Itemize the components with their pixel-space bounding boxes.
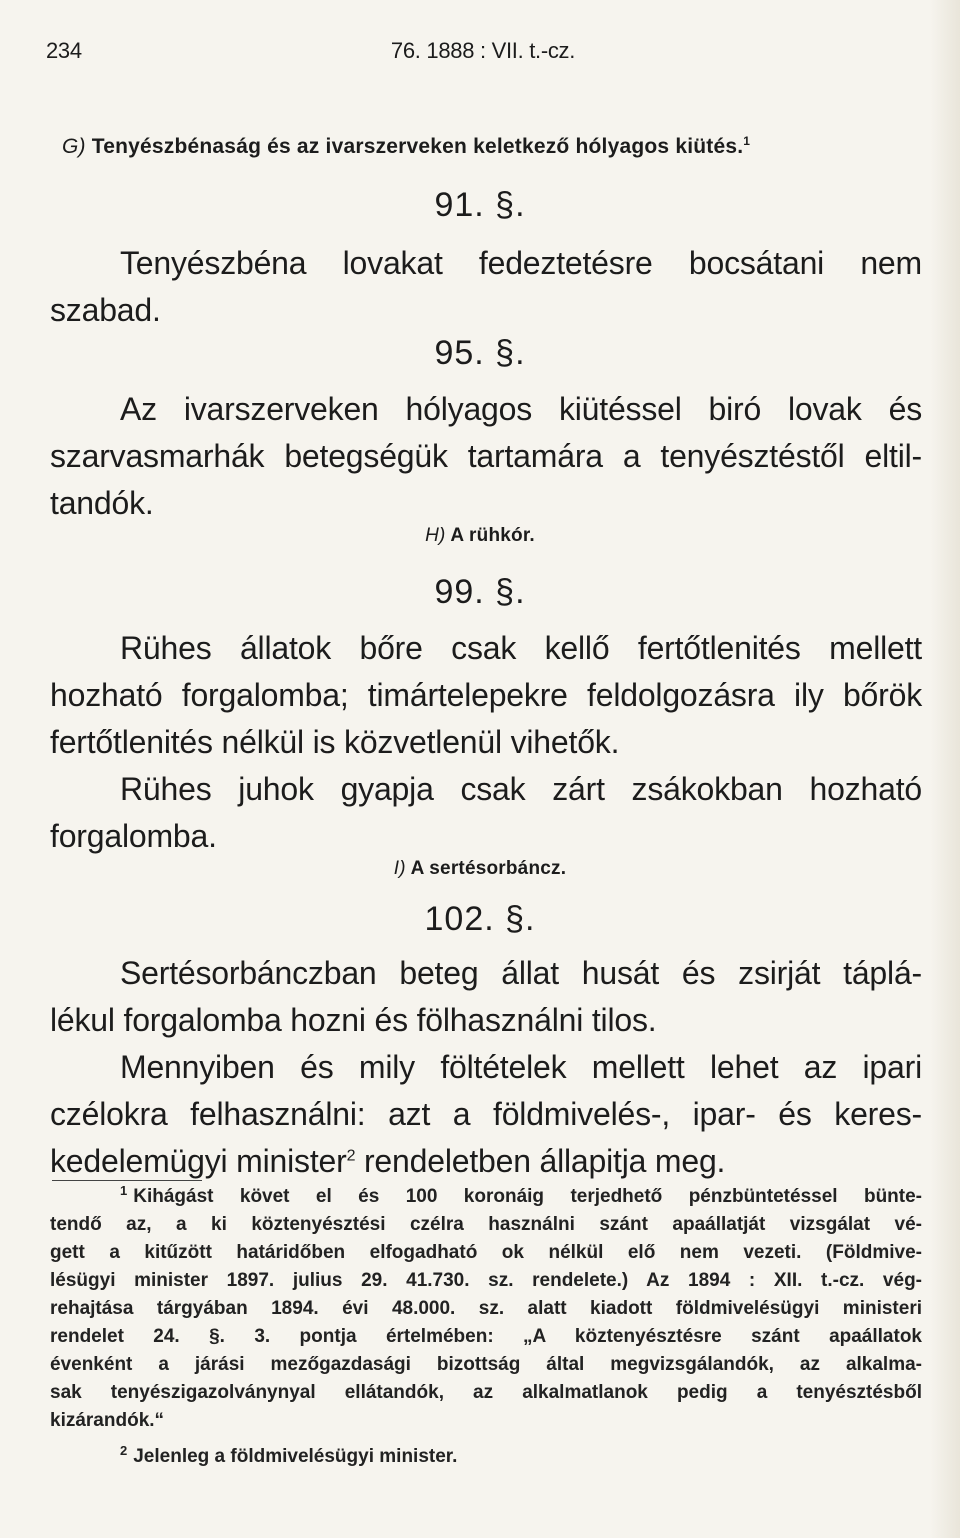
section-heading-g	[62, 135, 920, 159]
footnotes	[50, 1183, 922, 1471]
paragraph-number-91: 91. §.	[434, 186, 526, 224]
paragraph-95-text	[50, 386, 922, 527]
text-line-last	[50, 1138, 922, 1185]
text-line: Rühes állatok bőre csak kellő fertőtlenités mellett	[120, 630, 922, 666]
page-edge-shadow	[930, 0, 960, 1538]
paragraph-99-text	[50, 625, 922, 860]
text-line: forgalomba.	[50, 818, 217, 854]
text-line: fertőtlenités nélkül is közvetlenül vihetők.	[50, 724, 620, 760]
footnote-line: évenként a járási mezőgazdasági bizottság által megvizsgálandók, az alkalma-	[50, 1354, 922, 1375]
footnote-mark: 1	[120, 1182, 128, 1198]
paragraph-102-text	[50, 950, 922, 1185]
section-letter: I)	[393, 858, 406, 879]
footnote-line: gett a kitűzött határidőben elfogadható ok nélkül elő nem vezeti. (Földmive-	[50, 1242, 922, 1263]
footnote-text: Kihágást követ el és 100 koronáig terjedhető pénzbüntetéssel bünte-	[133, 1186, 922, 1207]
paragraph-number-102: 102. §.	[424, 900, 536, 938]
text-line: Sertésorbánczban beteg állat husát és zsirját táplá-	[120, 955, 922, 991]
paragraph-number-99: 99. §.	[434, 573, 526, 611]
text-line: szabad.	[50, 292, 161, 328]
section-title: A rühkór.	[450, 525, 535, 546]
footnote-2	[50, 1443, 922, 1471]
footnote-ref-1[interactable]: 1	[743, 134, 751, 148]
footnote-separator	[52, 1180, 202, 1181]
footnote-mark: 2	[120, 1442, 128, 1458]
text-line: Mennyiben és mily föltételek mellett lehet az ipari	[120, 1049, 922, 1085]
text-line: Rühes juhok gyapja csak zárt zsákokban hozható	[120, 771, 922, 807]
page-number: 234	[46, 38, 82, 63]
page-header	[46, 38, 920, 68]
running-head: 76. 1888 : VII. t.-cz.	[390, 38, 576, 63]
footnote-ref-2[interactable]: 2	[346, 1147, 356, 1165]
footnote-line: kizárandók.“	[50, 1410, 165, 1431]
section-letter: G)	[62, 135, 86, 158]
section-title: Tenyészbénaság és az ivarszerveken keletkező hólyagos kiütés.	[91, 135, 744, 158]
text-line: hozható forgalomba; timártelepekre feldolgozásra ily bőrök	[50, 677, 922, 713]
text-fragment: kedelemügyi minister	[50, 1143, 347, 1179]
section-heading-h	[0, 525, 960, 547]
text-line: czélokra felhasználni: azt a földmivelés-, ipar- és keres-	[50, 1096, 922, 1132]
footnote-line: sak tenyészigazolványnyal ellátandók, az alkalmatlanok pedig a tenyésztésből	[50, 1382, 922, 1403]
paragraph-number-95: 95. §.	[434, 334, 526, 372]
section-title: A sertésorbáncz.	[410, 858, 567, 879]
footnote-line: rehajtása tárgyában 1894. évi 48.000. sz. alatt kiadott földmivelésügyi ministeri	[50, 1298, 922, 1319]
section-letter: H)	[425, 525, 446, 546]
text-line: lékul forgalomba hozni és fölhasználni tilos.	[50, 1002, 657, 1038]
section-heading-i	[0, 858, 960, 880]
text-line: Az ivarszerveken hólyagos kiütéssel biró lovak és	[120, 391, 922, 427]
footnote-line	[50, 1443, 922, 1471]
footnote-1	[50, 1183, 922, 1435]
footnote-line: tendő az, a ki köztenyésztési czélra használni szánt apaállatját vizsgálat vé-	[50, 1214, 922, 1235]
footnote-line: rendelet 24. §. 3. pontja értelmében: „A köztenyésztésre szánt apaállatok	[50, 1326, 922, 1347]
text-line: Tenyészbéna lovakat fedeztetésre bocsátani nem	[120, 245, 922, 281]
paragraph-91-text	[50, 240, 922, 334]
footnote-line	[50, 1183, 922, 1211]
text-line: tandók.	[50, 485, 154, 521]
text-line: szarvasmarhák betegségük tartamára a tenyésztéstől eltil-	[50, 438, 922, 474]
text-fragment: rendeletben állapitja meg.	[355, 1143, 726, 1179]
footnote-line: lésügyi minister 1897. julius 29. 41.730. sz. rendelete.) Az 1894 : XII. t.-cz. vég-	[50, 1270, 922, 1291]
footnote-text: Jelenleg a földmivelésügyi minister.	[133, 1446, 458, 1467]
